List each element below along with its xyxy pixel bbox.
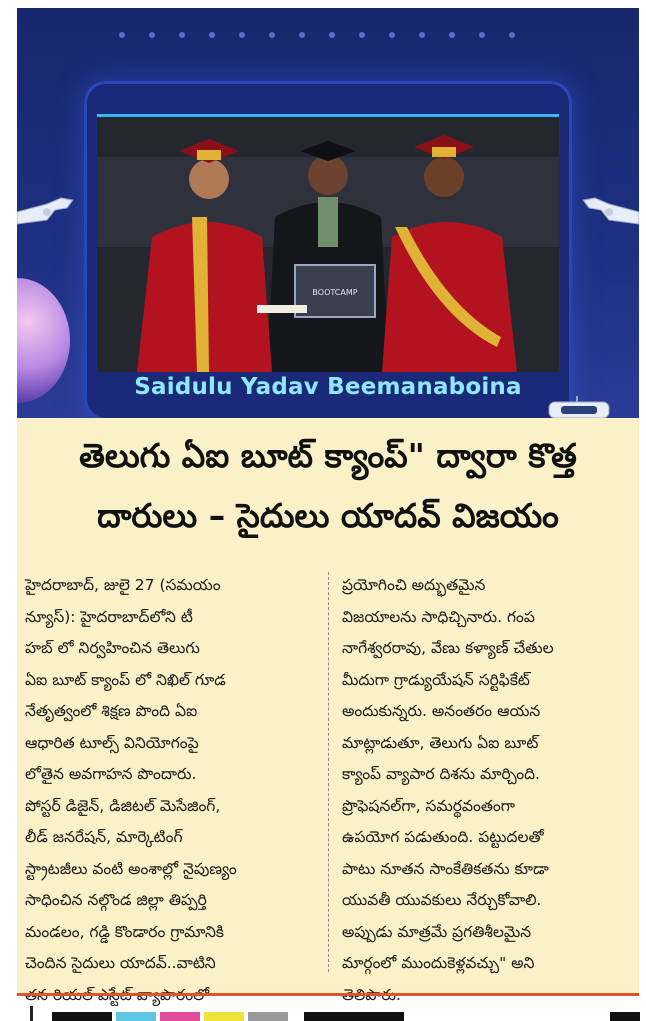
body-line: హైదరాబాద్, జులై 27 (సమయం — [25, 576, 221, 594]
body-line: విజయాలను సాధిచ్చినారు. గంప — [342, 607, 535, 626]
plaque-text: BOOTCAMP — [312, 288, 358, 297]
headline-line-2: దారులు – సైదులు యాదవ్ విజయం — [97, 496, 559, 535]
bottom-rule — [17, 993, 639, 996]
body-line: నేతృత్వంలో శిక్షణ పొంది ఏఐ — [25, 702, 198, 720]
robot-hand-left-icon — [17, 190, 77, 230]
body-line: సాధించిన నల్గొండ జిల్లా తిప్పర్తి — [25, 891, 207, 909]
star-dots-decoration — [112, 20, 532, 50]
body-line: పాటు నూతన సాంకేతికతను కూడా — [342, 859, 549, 878]
article-column-right — [342, 570, 634, 1011]
body-line: మార్గంలో ముందుకెళ్లవచ్చు" అని — [342, 954, 535, 972]
article-column-left — [25, 570, 325, 1011]
body-line: ప్రయోగించి అద్భుతమైన — [342, 576, 486, 594]
body-line: ప్రొఫెషనల్‌గా, సమర్థవంతంగా — [342, 796, 516, 815]
news-clipping — [17, 8, 639, 993]
body-line: మండలం, గడ్డి కొండారం గ్రామానికి — [25, 922, 224, 941]
body-line: ఆధారిత టూల్స్ వినియోగంపై — [25, 733, 199, 752]
body-line: అప్పుడు మాత్రమే ప్రగతిశీలమైన — [342, 922, 532, 941]
event-photo-banner — [17, 8, 639, 418]
headline-line-1: తెలుగు ఏఐ బూట్ క్యాంప్" ద్వారా కొత్త — [79, 436, 577, 475]
photo-caption: Saidulu Yadav Beemanaboina — [134, 374, 522, 400]
robot-hand-right-icon — [579, 190, 639, 230]
column-divider — [328, 572, 329, 972]
body-line: ఏఐ బూట్ క్యాంప్ లో నిఖిల్ గూడ — [25, 670, 226, 689]
body-line: లీడ్ జనరేషన్, మార్కెటింగ్ — [25, 828, 183, 846]
body-line: స్ట్రాటజీలు వంటి అంశాల్లో నైపుణ్యం — [25, 859, 237, 878]
body-line: లోతైన అవగాహన పొందారు. — [25, 765, 197, 783]
body-line: మాట్లాడుతూ, తెలుగు ఏఐ బూట్ — [342, 733, 539, 752]
body-line: చెందిన సైదులు యాదవ్..వాటిని — [25, 954, 216, 972]
body-line: నాగేశ్వరరావు, వేణు కళ్యాణ్ చేతుల — [342, 639, 554, 657]
body-line: పోస్టర్ డిజైన్, డిజిటల్ మెసేజింగ్, — [25, 796, 221, 815]
body-line: హబ్ లో నిర్వహించిన తెలుగు — [25, 639, 200, 657]
body-line: క్యాంప్ వ్యాపార దిశను మార్చింది. — [342, 765, 540, 783]
body-line: యువతీ యువకులు నేర్చుకోవాలి. — [342, 891, 542, 909]
body-line: ఉపయోగ పడుతుంది. పట్టుదలతో — [342, 828, 544, 846]
body-line: మీదుగా గ్రాడ్యుయేషన్ సర్టిఫికేట్ — [342, 670, 530, 689]
graduation-photo — [97, 114, 559, 372]
robot-head-icon — [529, 396, 624, 418]
body-line: అందుకున్నరు. అనంతరం ఆయన — [342, 702, 541, 720]
body-line: న్యూస్): హైదరాబాద్‌లోని టీ — [25, 607, 193, 626]
print-color-bar — [30, 1006, 640, 1021]
article-headline — [17, 426, 639, 546]
